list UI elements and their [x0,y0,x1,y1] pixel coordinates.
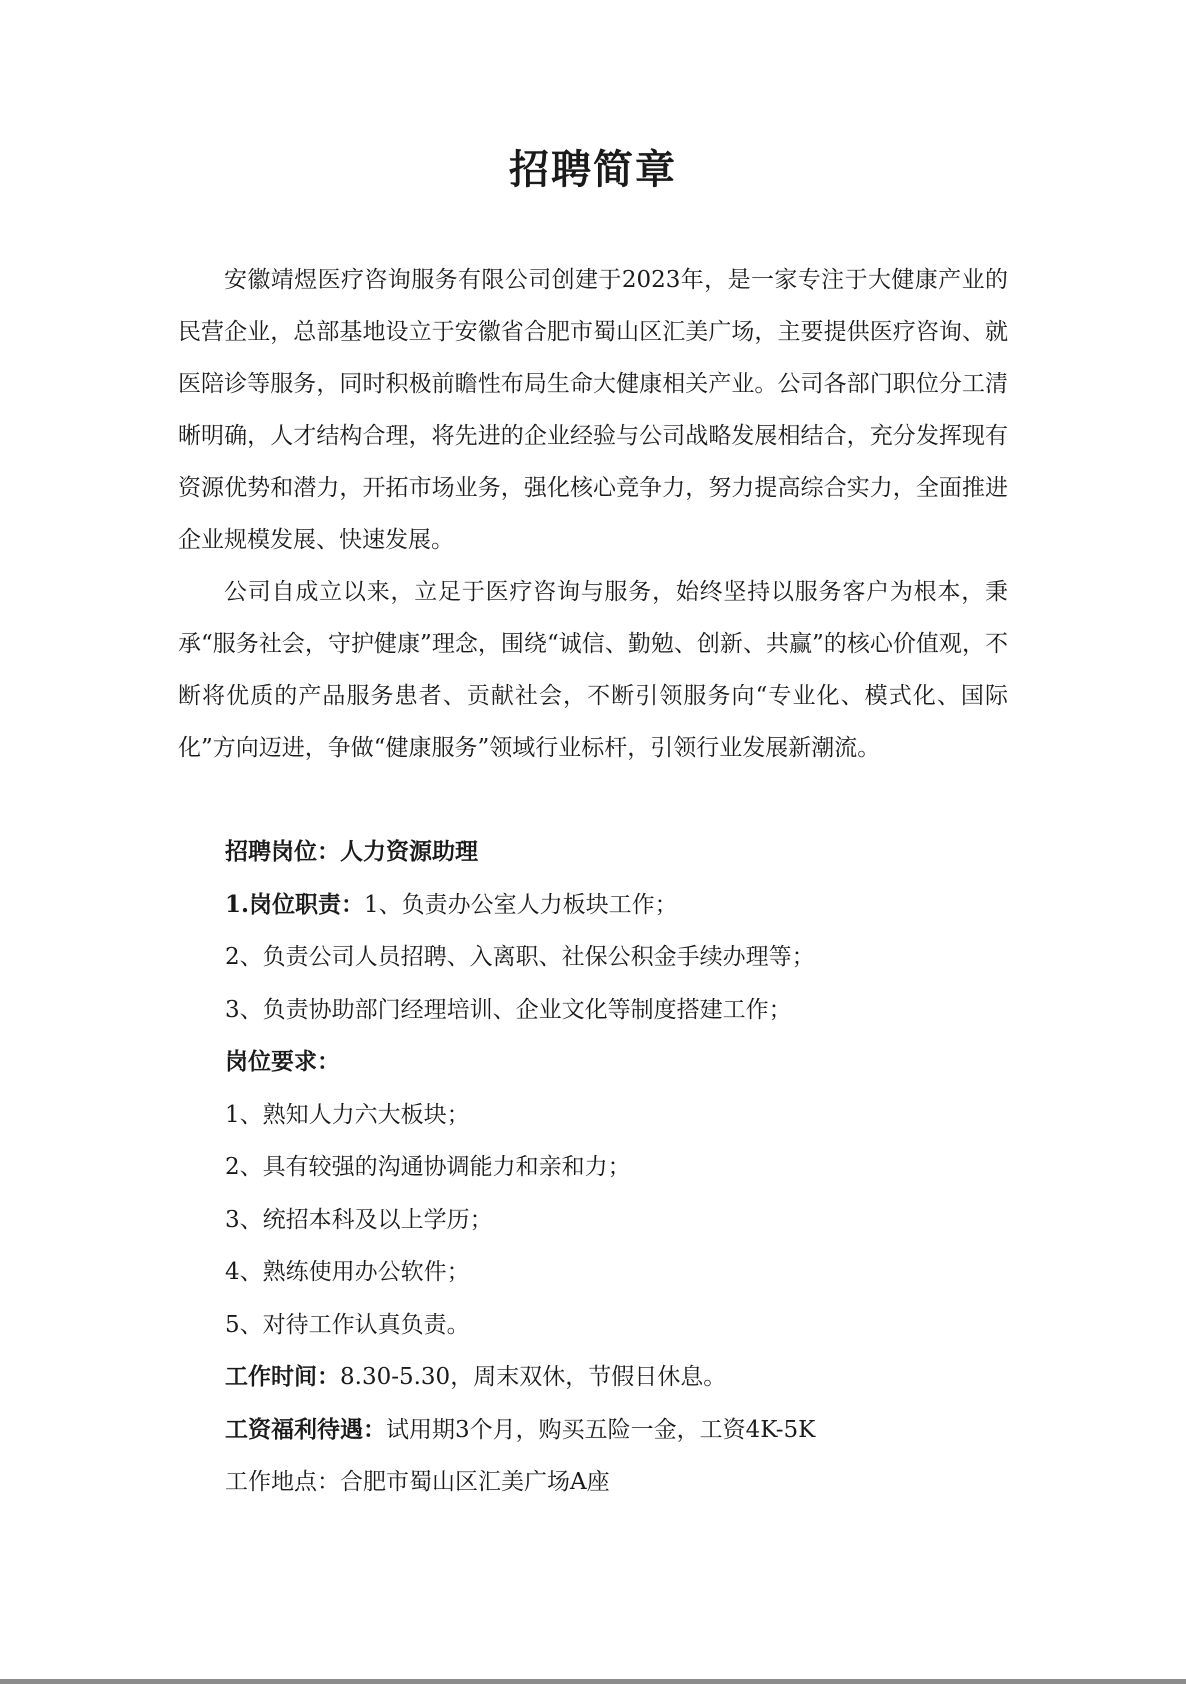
location-label: 工作地点： [225,1469,340,1495]
work-time-line [225,1351,1005,1404]
requirement-item: 5、对待工作认真负责。 [225,1311,470,1338]
requirement-item: 4、熟练使用办公软件； [225,1259,470,1285]
duty-item: 3、负责协助部门经理培训、企业文化等制度搭建工作； [225,996,792,1023]
work-time-value: 8.30-5.30，周末双休，节假日休息。 [340,1364,727,1390]
position-heading: 招聘岗位：人力资源助理 [225,838,478,865]
intro-paragraph-2: 公司自成立以来，立足于医疗咨询与服务，始终坚持以服务客户为根本，秉承“服务社会，守护健康”理念，围绕“诚信、勤勉、创新、共赢”的核心价值观，不断将优质的产品服务患者、贡献社会，不断引领服务向“专业化、模式化、国际化”方向迈进，争做“健康服务”领域行业标杆，引领行业发展新潮流。 [178,579,1008,761]
duty-item: 1、负责办公室人力板块工作； [364,891,678,918]
duty-item: 2、负责公司人员招聘、入离职、社保公积金手续办理等； [225,944,815,970]
duties-label: 1.岗位职责： [225,890,365,918]
bottom-divider [0,1679,1186,1684]
location-line [225,1456,1005,1509]
requirement-item: 2、具有较强的沟通协调能力和亲和力； [225,1154,631,1180]
requirements-label: 岗位要求： [225,1048,340,1075]
company-introduction [178,254,1008,774]
job-details [225,826,1005,1509]
document-title: 招聘简章 [509,146,677,193]
intro-paragraph-1: 安徽靖煜医疗咨询服务有限公司创建于2023年，是一家专注于大健康产业的民营企业，总部基地设立于安徽省合肥市蜀山区汇美广场，主要提供医疗咨询、就医陪诊等服务，同时积极前瞻性布局生命大健康相关产业。公司各部门职位分工清晰明确，人才结构合理，将先进的企业经验与公司战略发展相结合，充分发挥现有资源优势和潜力，开拓市场业务，强化核心竞争力，努力提高综合实力，全面推进企业规模发展、快速发展。 [178,267,1008,553]
salary-value: 试用期3个月，购买五险一金，工资4K-5K [386,1416,816,1443]
work-time-label: 工作时间： [225,1363,340,1390]
salary-label: 工资福利待遇： [225,1415,386,1443]
location-value: 合肥市蜀山区汇美广场A座 [340,1469,610,1495]
duties-first-line [225,879,1005,932]
salary-line [225,1404,1005,1457]
requirement-item: 3、统招本科及以上学历； [225,1206,493,1233]
requirement-item: 1、熟知人力六大板块； [225,1101,470,1128]
